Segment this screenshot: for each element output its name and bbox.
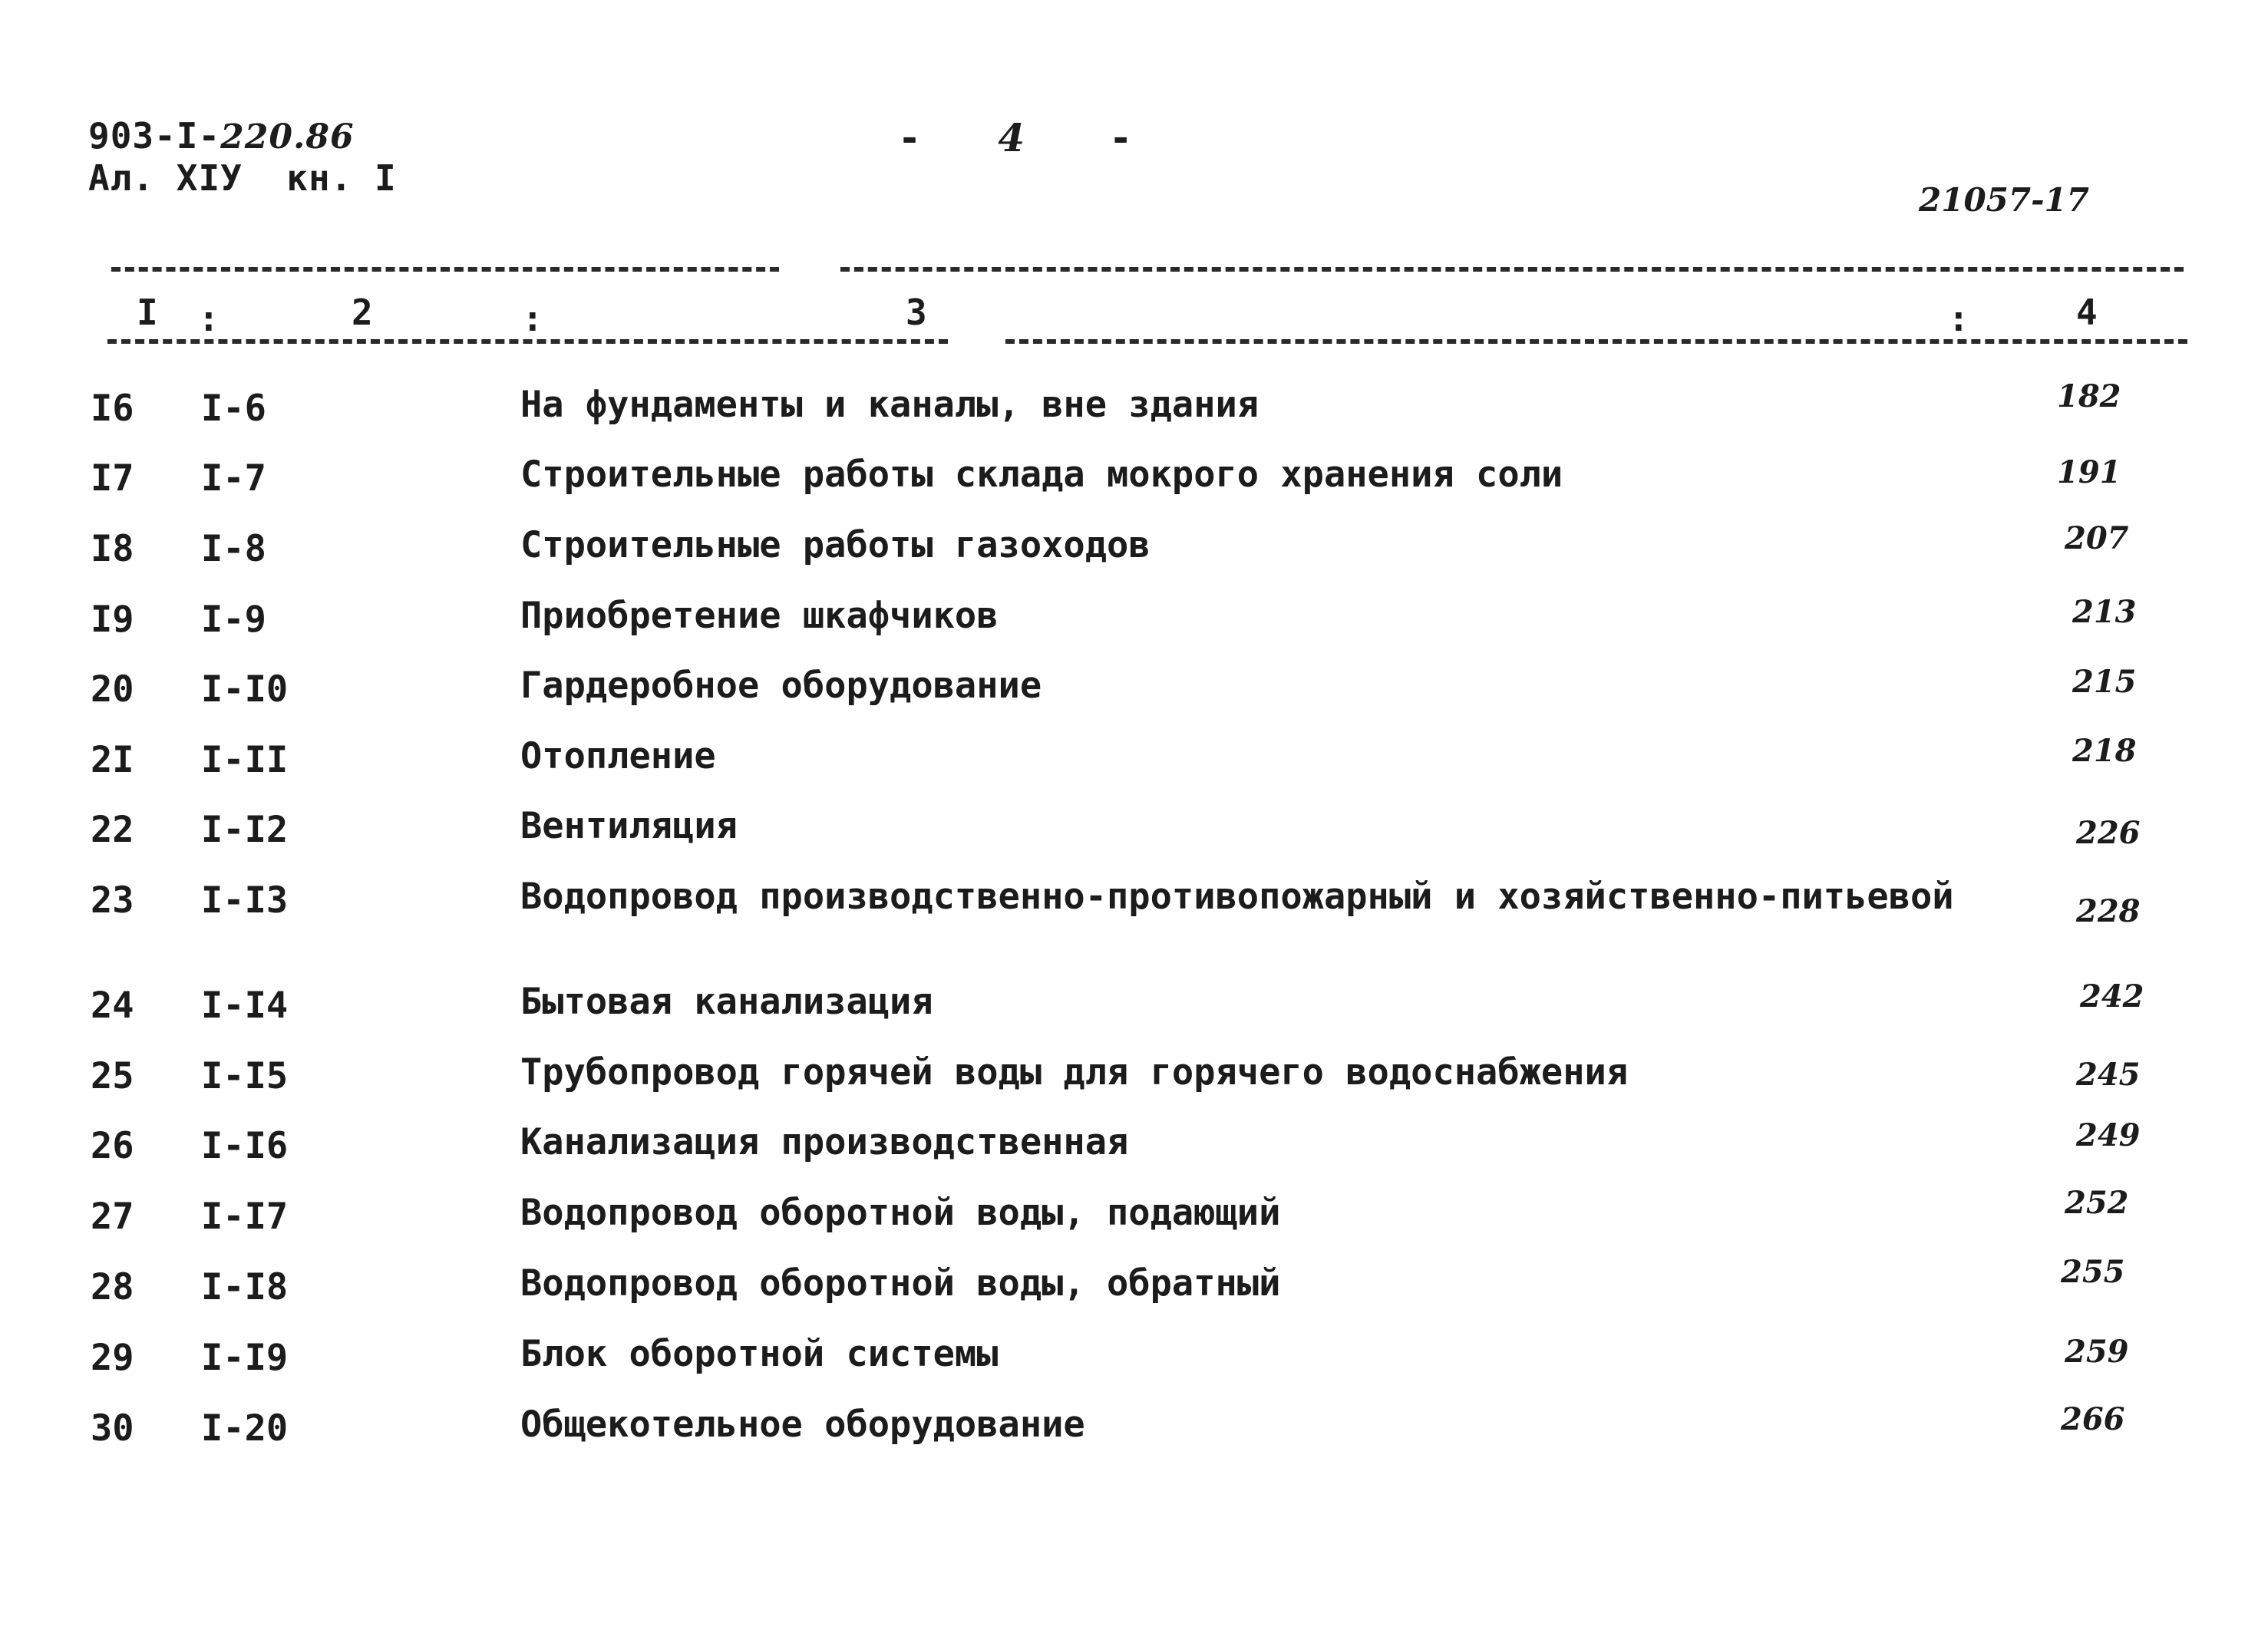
- row-title: Общекотельное оборудование: [520, 1404, 1085, 1446]
- row-code: I-I2: [201, 809, 289, 851]
- row-number: 24: [91, 985, 134, 1027]
- row-title: Водопровод производственно-противопожарный и хозяйственно-питьевой: [520, 876, 1954, 918]
- row-title: Гардеробное оборудование: [520, 665, 1042, 707]
- row-number: 26: [91, 1125, 134, 1167]
- document-code-handwritten: 220.86: [220, 117, 355, 157]
- row-number: 27: [91, 1196, 134, 1238]
- row-title: Строительные работы склада мокрого хранения соли: [520, 454, 1563, 496]
- page-number-dash-left: -: [898, 116, 922, 160]
- row-number: 25: [91, 1055, 134, 1097]
- column-header-2: 2: [352, 292, 373, 333]
- column-separator-2: :: [522, 298, 543, 339]
- page-number: [898, 115, 1132, 160]
- row-code: I-I4: [201, 985, 289, 1027]
- top-dashed-rule-left: [111, 267, 779, 272]
- row-title: Отопление: [520, 735, 716, 777]
- row-code: I-6: [201, 388, 266, 430]
- row-number: 29: [91, 1337, 134, 1379]
- row-number: 20: [91, 668, 134, 711]
- column-header-4: 4: [2076, 292, 2098, 333]
- top-dashed-rule-right: [840, 267, 2184, 272]
- row-number: I8: [91, 528, 134, 570]
- row-code: I-I3: [201, 879, 289, 922]
- row-number: 2I: [91, 739, 134, 781]
- row-code: I-8: [201, 528, 266, 570]
- row-page: 252: [2065, 1185, 2129, 1221]
- row-code: I-7: [201, 457, 266, 500]
- column-separator-3: :: [1948, 298, 1969, 339]
- row-title: Приобретение шкафчиков: [520, 595, 999, 637]
- row-number: I6: [91, 388, 134, 430]
- row-code: I-II: [201, 739, 289, 781]
- page-number-value: 4: [998, 115, 1025, 160]
- row-page: 259: [2065, 1334, 2129, 1370]
- row-code: I-I0: [201, 668, 289, 711]
- row-page: 242: [2080, 978, 2144, 1014]
- row-page: 266: [2061, 1401, 2125, 1437]
- row-code: I-20: [201, 1407, 289, 1450]
- column-header-3: 3: [906, 292, 927, 333]
- header-dashed-rule-right: [1005, 339, 2187, 344]
- row-title: Канализация производственная: [520, 1121, 1129, 1163]
- column-header-1: I: [137, 292, 158, 333]
- row-number: 22: [91, 809, 134, 851]
- row-page: 207: [2065, 520, 2129, 556]
- row-code: I-I7: [201, 1196, 289, 1238]
- row-number: I7: [91, 457, 134, 500]
- row-title: Водопровод оборотной воды, подающий: [520, 1192, 1281, 1234]
- row-title: Строительные работы газоходов: [520, 524, 1151, 566]
- row-title: Водопровод оборотной воды, обратный: [520, 1262, 1281, 1305]
- row-title: Вентиляция: [520, 805, 738, 847]
- row-page: 191: [2057, 454, 2121, 490]
- page-number-dash-right: -: [1109, 116, 1133, 160]
- row-code: I-I6: [201, 1125, 289, 1167]
- column-separator-1: :: [198, 298, 220, 339]
- row-title: Блок оборотной системы: [520, 1333, 999, 1375]
- row-number: 30: [91, 1407, 134, 1450]
- document-code-prefix: 903-I-: [88, 115, 221, 157]
- row-number: 23: [91, 879, 134, 922]
- row-page: 249: [2076, 1117, 2141, 1153]
- row-code: I-I5: [201, 1055, 289, 1097]
- row-title: На фундаменты и каналы, вне здания: [520, 384, 1259, 426]
- document-code: [88, 115, 355, 157]
- row-number: 28: [91, 1266, 134, 1308]
- inventory-number: 21057-17: [1919, 181, 2089, 219]
- row-page: 228: [2076, 893, 2141, 929]
- row-code: I-9: [201, 599, 266, 641]
- row-code: I-I8: [201, 1266, 289, 1308]
- album-book-label: Ал. XIУ кн. I: [88, 157, 397, 199]
- row-page: 213: [2072, 594, 2137, 630]
- row-page: 226: [2076, 815, 2141, 851]
- row-page: 215: [2072, 664, 2137, 700]
- row-page: 255: [2061, 1254, 2125, 1290]
- row-title: Трубопровод горячей воды для горячего водоснабжения: [520, 1051, 1629, 1094]
- row-code: I-I9: [201, 1337, 289, 1379]
- row-number: I9: [91, 599, 134, 641]
- row-page: 218: [2072, 733, 2137, 769]
- row-title: Бытовая канализация: [520, 981, 933, 1023]
- header-dashed-rule-left: [107, 339, 948, 344]
- row-page: 182: [2057, 378, 2121, 414]
- row-page: 245: [2076, 1057, 2141, 1093]
